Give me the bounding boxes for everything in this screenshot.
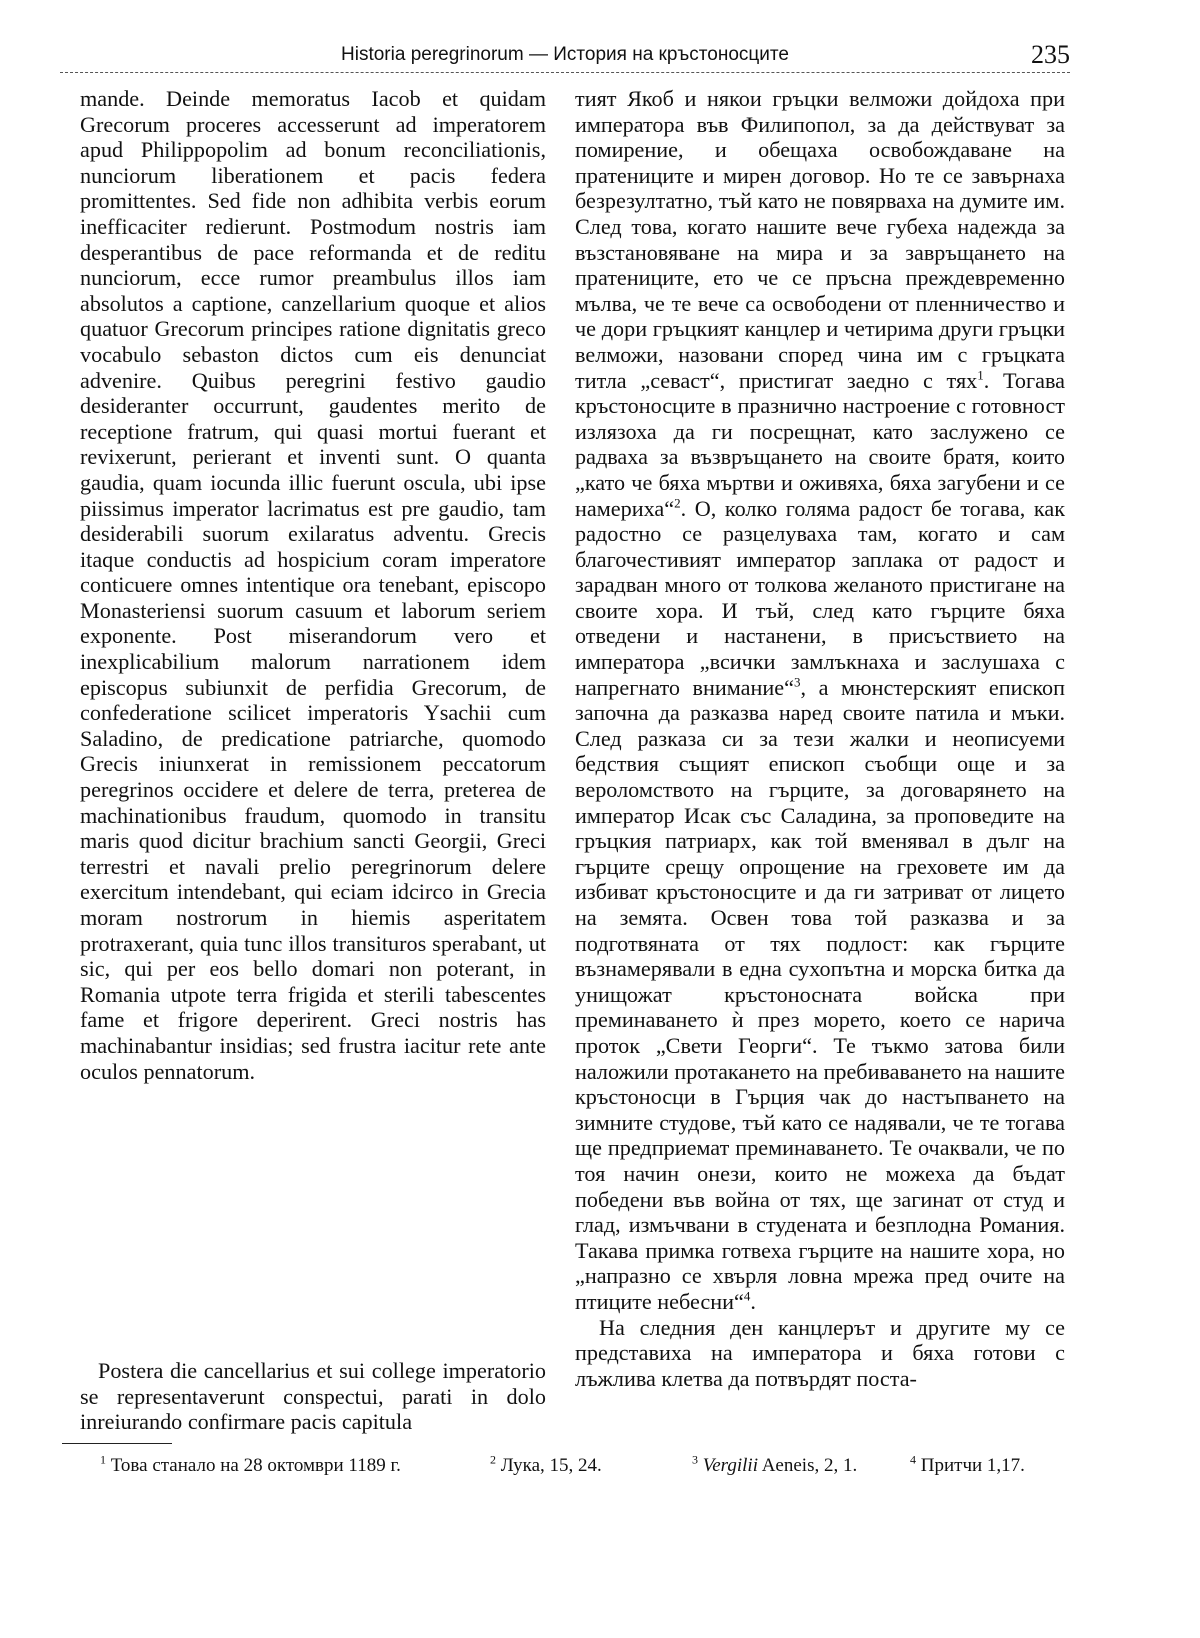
latin-next-paragraph: Postera die cancellarius et sui college imperatorio se representaverunt conspectui, parati in dolo inreiurando confirmare pacis capitula bbox=[80, 1358, 546, 1435]
footnote-mark: 1 bbox=[100, 1452, 106, 1467]
page-number: 235 bbox=[1031, 40, 1070, 69]
footnote-4 bbox=[910, 1452, 1025, 1477]
footnote-text: Лука, 15, 24. bbox=[500, 1455, 602, 1476]
bulgarian-column bbox=[575, 86, 1065, 1391]
header-rule bbox=[60, 72, 1070, 73]
footnote-mark: 3 bbox=[692, 1452, 698, 1467]
latin-next-paragraph-block bbox=[80, 1358, 546, 1435]
bulgarian-text-part: , а мюнстерският епископ започна да разказва наред своите патила и мъки. След разказа си за тези жалки и неописуеми бедствия същият епископ съобщи още и за вероломството на гърците, за договарянето на император Исак със Саладина, за проповедите на гръцкия патриарх, как той вменявал в дълг на гърците срещу опрощение на греховете им да избиват кръстоносците и да ги затриват от лицето на земята. Освен това той разказва и за подготвяната от тях подлост: как гърците възнамерявали в една сухопътна и морска битка да унищожат кръстоносната войска при преминаването ѝ през морето, което се нарича проток „Свети Георги“. Те тъкмо затова били наложили протакането на пребиваването на нашите кръстоносци в Гърция чак до настъпването на зимните студове, тъй като се надявали, че те тогава ще предприемат преминаването. Те очаквали, че по тоя начин онези, които не можеха да бъдат победени във война от тях, ще загинат от студ и глад, измъчвани в студената и безплодна Романия. Такава примка готвеха гърците на нашите хора, но „напразно се хвърля ловна мрежа пред очите на птиците небесни“ bbox=[575, 674, 1065, 1314]
latin-column bbox=[80, 86, 546, 1084]
footnote-ref: 4 bbox=[743, 1288, 751, 1304]
footnote-3 bbox=[692, 1452, 858, 1477]
footnotes bbox=[100, 1452, 1060, 1483]
footnote-author: Vergilii bbox=[702, 1455, 758, 1476]
footnote-ref: 3 bbox=[793, 674, 801, 690]
bulgarian-paragraph bbox=[575, 86, 1065, 1315]
footnote-mark: 4 bbox=[910, 1452, 916, 1467]
bulgarian-next-paragraph: На следния ден канцлерът и другите му се представиха на императора и бяха готови с лъжлива клетва да потвърдят поста- bbox=[575, 1314, 1065, 1391]
footnote-1 bbox=[100, 1452, 401, 1477]
bulgarian-text-part: . Тогава кръстоносците в празнично настроение с готовност излязоха да ги посрещнат, като заслужено се радваха за възвръщането на своите братя, които „като че бяха мъртви и оживяха, бяха загубени и се намериха“ bbox=[575, 367, 1065, 521]
running-header bbox=[60, 38, 1070, 72]
bulgarian-text-part: . О, колко голяма радост бе тогава, как радостно се разцелуваха там, когато и сам благочестивият император заплака от радост и зарадван много от толкова желаното пристигане на своите хора. И тъй, след като гърците бяха отведени и настанени, в присъствието на императора „всички замлъкнаха и заслушаха с напрегнато внимание“ bbox=[575, 495, 1065, 700]
footnote-mark: 2 bbox=[490, 1452, 496, 1467]
footnote-ref: 2 bbox=[674, 495, 681, 511]
footnote-2 bbox=[490, 1452, 602, 1477]
footnote-rule bbox=[62, 1443, 172, 1444]
footnote-text: Aeneis, 2, 1. bbox=[761, 1455, 858, 1476]
footnote-ref: 1 bbox=[977, 367, 984, 383]
bulgarian-text-part: . bbox=[750, 1288, 756, 1314]
bulgarian-text-part: тият Якоб и някои гръцки велможи дойдоха при императора във Филипопол, за да действуват за помирение, и обещаха освобождаване на пратениците и мирен договор. Но те се завърнаха безрезултатно, тъй като не повярваха на думите им. След това, когато нашите вече губеха надежда за възстановяване на мира и за завръщането на пратениците, ето че се пръсна преждевременно мълва, че те вече са освободени от пленничество и че дори гръцкият канцлер и четирима други гръцки велможи, назовани според чина им с гръцката титла „севаст“, пристигат заедно с тях bbox=[575, 86, 1065, 393]
running-title: Historia peregrinorum — История на кръстоносците bbox=[341, 44, 789, 65]
footnote-text: Това станало на 28 октомври 1189 г. bbox=[110, 1455, 401, 1476]
latin-paragraph: mande. Deinde memoratus Iacob et quidam Grecorum proceres accesserunt ad imperatorem apud Philippopolim ad bonum reconciliationis, nunciorum liberationem et pacis federa promittentes. Sed fide non adhibita verbis eorum inefficaciter redierunt. Postmodum nostris iam desperantibus de pace reformanda et de reditu nunciorum, ecce rumor preambulus illos iam absolutos a captione, canzellarium quoque et alios quatuor Grecorum principes ratione dignitatis greco vocabulo sebaston dictos cum eis denunciat advenire. Quibus peregrini festivo gaudio desideranter occurrunt, gaudentes merito de receptione fratrum, qui quasi mortui fuerant et revixerunt, perierant et inventi sunt. O quanta gaudia, quam iocunda illic fuerunt oscula, ubi ipse piissimus imperator lacrimatus est pre gaudio, tam desiderabili suorum exilaratus adventu. Grecis itaque conductis ad hospicium coram imperatore conticuere omnes intentique ora tenebant, episcopo Monasteriensi suorum casuum et laborum seriem exponente. Post miserandorum vero et inexplicabilium malorum narrationem idem episcopus subiunxit de perfidia Grecorum, de confederatione scilicet imperatoris Ysachii cum Saladino, de predicatione patriarche, quomodo Grecis iniunxerat in remissionem peccatorum peregrinos occidere et delere de terra, preterea de machinationibus fraudum, quomodo in transitu maris quod dicitur brachium sancti Georgii, Greci terrestri et navali prelio peregrinorum delere exercitum intendebant, qui eciam idcirco in Grecia moram nostrorum in hiemis asperitatem protraxerant, quia tunc illos transituros sperabant, ut sic, qui per eos bello domari non poterant, in Romania utpote terra frigida et sterili tabescentes fame et frigore deperirent. Greci nostris has machinabantur insidias; sed frustra iacitur rete ante oculos pennatorum. bbox=[80, 86, 546, 1084]
footnote-text: Притчи 1,17. bbox=[920, 1455, 1025, 1476]
